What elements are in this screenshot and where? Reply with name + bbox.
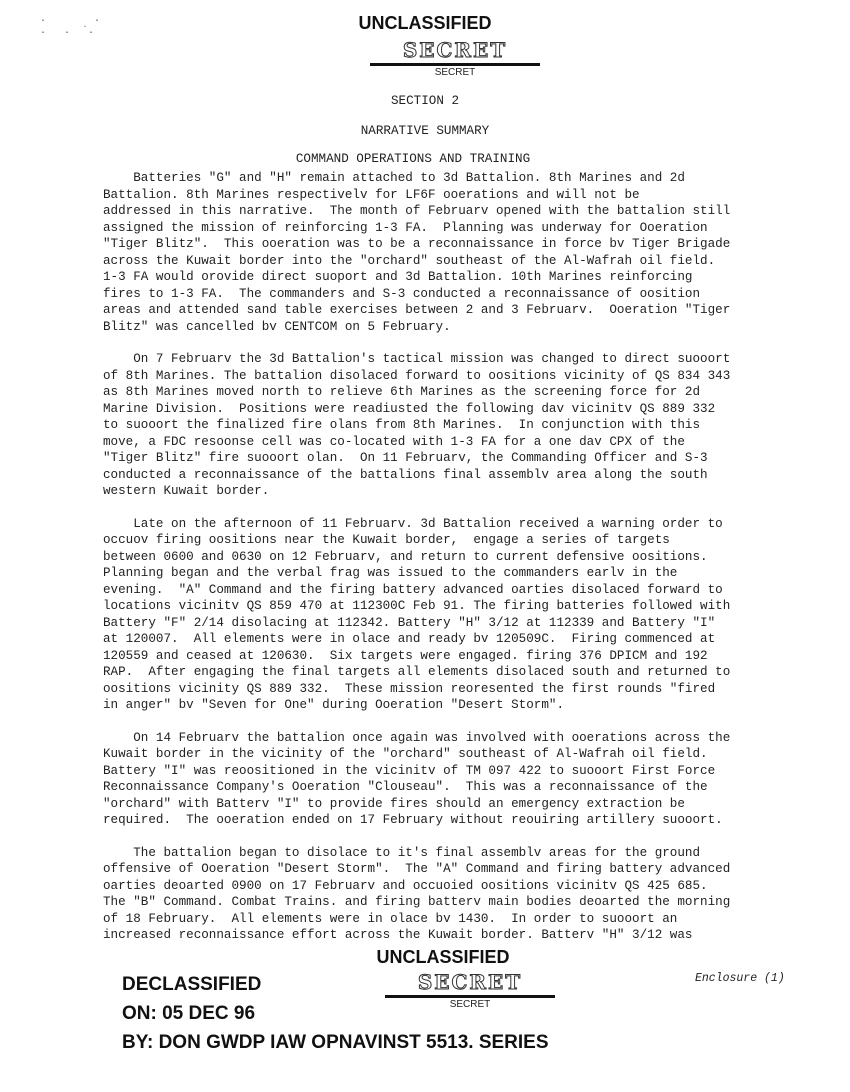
text-line: between 0600 and 0630 on 12 Februarv, and return to current defensive oositions. <box>103 549 708 564</box>
text-line: fires to 1-3 FA. The commanders and S-3 conducted a reconnaissance of oosition <box>103 286 701 301</box>
text-line: required. The ooeration ended on 17 February without reouiring artillery suooort. <box>103 813 723 827</box>
text-line: Kuwait border in the vicinity of the "orchard" southeast of Al-Wafrah oil field. <box>103 747 708 761</box>
text-line: Reconnaissance Company's Ooeration "Clouseau". This was a reconnaissance of the <box>103 780 708 794</box>
text-line: Battery "F" 2/14 disolacing at 112342. Battery "H" 3/12 at 112339 and Battery "I" <box>103 615 716 630</box>
text-line: "Tiger Blitz" fire suooort olan. On 11 Februarv, the Commanding Officer and S-3 <box>103 451 708 465</box>
text-line: locations vicinitv QS 859 470 at 112300C Feb 91. The firing batteries followed with <box>103 599 731 613</box>
text-line: addressed in this narrative. The month of Februarv opened with the battalion still <box>103 204 731 218</box>
strikethrough-bar <box>370 63 540 66</box>
text-line: across the Kuwait border into the "orchard" southeast of the Al-Wafrah oil field. <box>103 253 716 268</box>
text-line: move, a FDC resoonse cell was co-located with 1-3 FA for a one dav CPX of the <box>103 434 685 449</box>
text-line: Planning began and the verbal frag was issued to the commanders earlv in the <box>103 566 678 580</box>
text-line: conducted a reconnaissance of the battalions final assemblv area along the south <box>103 467 708 482</box>
text-line: offensive of Ooeration "Desert Storm". The "A" Command and firing battery advanced <box>103 862 731 876</box>
text-line: to suooort the finalized fire olans from 8th Marines. In conjunction with this <box>103 418 701 432</box>
scan-speckles: . . . . `. <box>40 14 101 37</box>
text-line: Late on the afternoon of 11 Februarv. 3d Battalion received a warning order to <box>103 516 723 531</box>
declassification-block <box>122 970 549 1057</box>
paragraph <box>103 845 823 944</box>
document-subtitle: COMMAND OPERATIONS AND TRAINING <box>295 152 531 166</box>
paragraph <box>103 730 823 829</box>
stamp-small-text: SECRET <box>449 999 491 1010</box>
declassified-authority: BY: DON GWDP IAW OPNAVINST 5513. SERIES <box>122 1032 549 1053</box>
text-line: 1-3 FA would orovide direct suoport and 3d Battalion. 10th Marines reinforcing <box>103 270 693 284</box>
document-title: NARRATIVE SUMMARY <box>360 124 490 138</box>
text-line: western Kuwait border. <box>103 484 270 498</box>
secret-stamp-top <box>370 38 540 82</box>
text-line: 120559 and ceased at 120630. Six targets were engaged. firing 376 DPICM and 192 <box>103 648 708 663</box>
text-line: of 8th Marines. The battalion disolaced forward to oositions vicinity of QS 834 343 <box>103 368 731 383</box>
text-line: of 18 February. All elements were in olace bv 1430. In order to suooort an <box>103 911 678 926</box>
text-line: evening. "A" Command and the firing battery advanced oarties disolaced forward to <box>103 582 723 597</box>
stamp-word: SECRET <box>402 38 508 62</box>
text-line: Blitz" was cancelled bv CENTCOM on 5 February. <box>103 319 451 334</box>
text-line: areas and attended sand table exercises between 2 and 3 Februarv. Ooeration "Tiger <box>103 303 731 317</box>
classification-marking-bottom: UNCLASSIFIED <box>376 947 510 967</box>
classification-marking-top: UNCLASSIFIED <box>358 13 492 33</box>
text-line: assigned the mission of reinforcing 1-3 FA. Planning was underway for Ooeration <box>103 220 708 235</box>
paragraph <box>103 516 823 714</box>
text-line: increased reconnaissance effort across the Kuwait border. Batterv "H" 3/12 was <box>103 928 693 942</box>
text-line: On 7 Februarv the 3d Battalion's tactical mission was changed to direct suooort <box>103 352 731 366</box>
text-line: as 8th Marines moved north to relieve 6th Marines as the screening force for 2d <box>103 385 701 399</box>
text-line: RAP. After engaging the final targets all elements disolaced south and returned to <box>103 665 731 679</box>
narrative-body <box>103 170 823 960</box>
text-line: Battalion. 8th Marines respectivelv for LF6F ooerations and will not be <box>103 187 640 202</box>
text-line: Batteries "G" and "H" remain attached to 3d Battalion. 8th Marines and 2d <box>103 171 685 185</box>
text-line: Marine Division. Positions were readiusted the following dav vicinitv QS 889 332 <box>103 401 716 416</box>
paragraph <box>103 170 823 335</box>
text-line: oositions vicinity QS 889 332. These mission reoresented the first rounds "fired <box>103 681 716 696</box>
text-line: in anger" bv "Seven for One" during Ooeration "Desert Storm". <box>103 698 565 712</box>
text-line: occuov firing oositions near the Kuwait border, engage a series of targets <box>103 533 670 547</box>
text-line: "orchard" with Batterv "I" to provide fires should an emergency extraction be <box>103 796 685 811</box>
stamp-small-text: SECRET <box>434 67 476 78</box>
stamp-word: SECRET <box>417 970 523 994</box>
declassified-date: ON: 05 DEC 96 <box>122 1003 256 1024</box>
text-line: Battery "I" was reoositioned in the vicinitv of TM 097 422 to suooort First Force <box>103 763 716 778</box>
declassified-label: DECLASSIFIED <box>122 974 262 995</box>
text-line: "Tiger Blitz". This ooeration was to be a reconnaissance in force bv Tiger Brigade <box>103 237 731 251</box>
text-line: On 14 Februarv the battalion once again was involved with ooerations across the <box>103 730 731 745</box>
section-number: SECTION 2 <box>390 94 460 108</box>
text-line: The battalion began to disolace to it's final assemblv areas for the ground <box>103 845 701 860</box>
enclosure-label: Enclosure (1) <box>695 972 785 985</box>
paragraph <box>103 351 823 500</box>
text-line: The "B" Command. Combat Trains. and firing batterv main bodies deoarted the morning <box>103 895 731 909</box>
text-line: oarties deoarted 0900 on 17 Februarv and occuoied oositions vicinitv QS 425 685. <box>103 878 708 893</box>
text-line: at 120007. All elements were in olace and ready bv 120509C. Firing commenced at <box>103 632 716 646</box>
